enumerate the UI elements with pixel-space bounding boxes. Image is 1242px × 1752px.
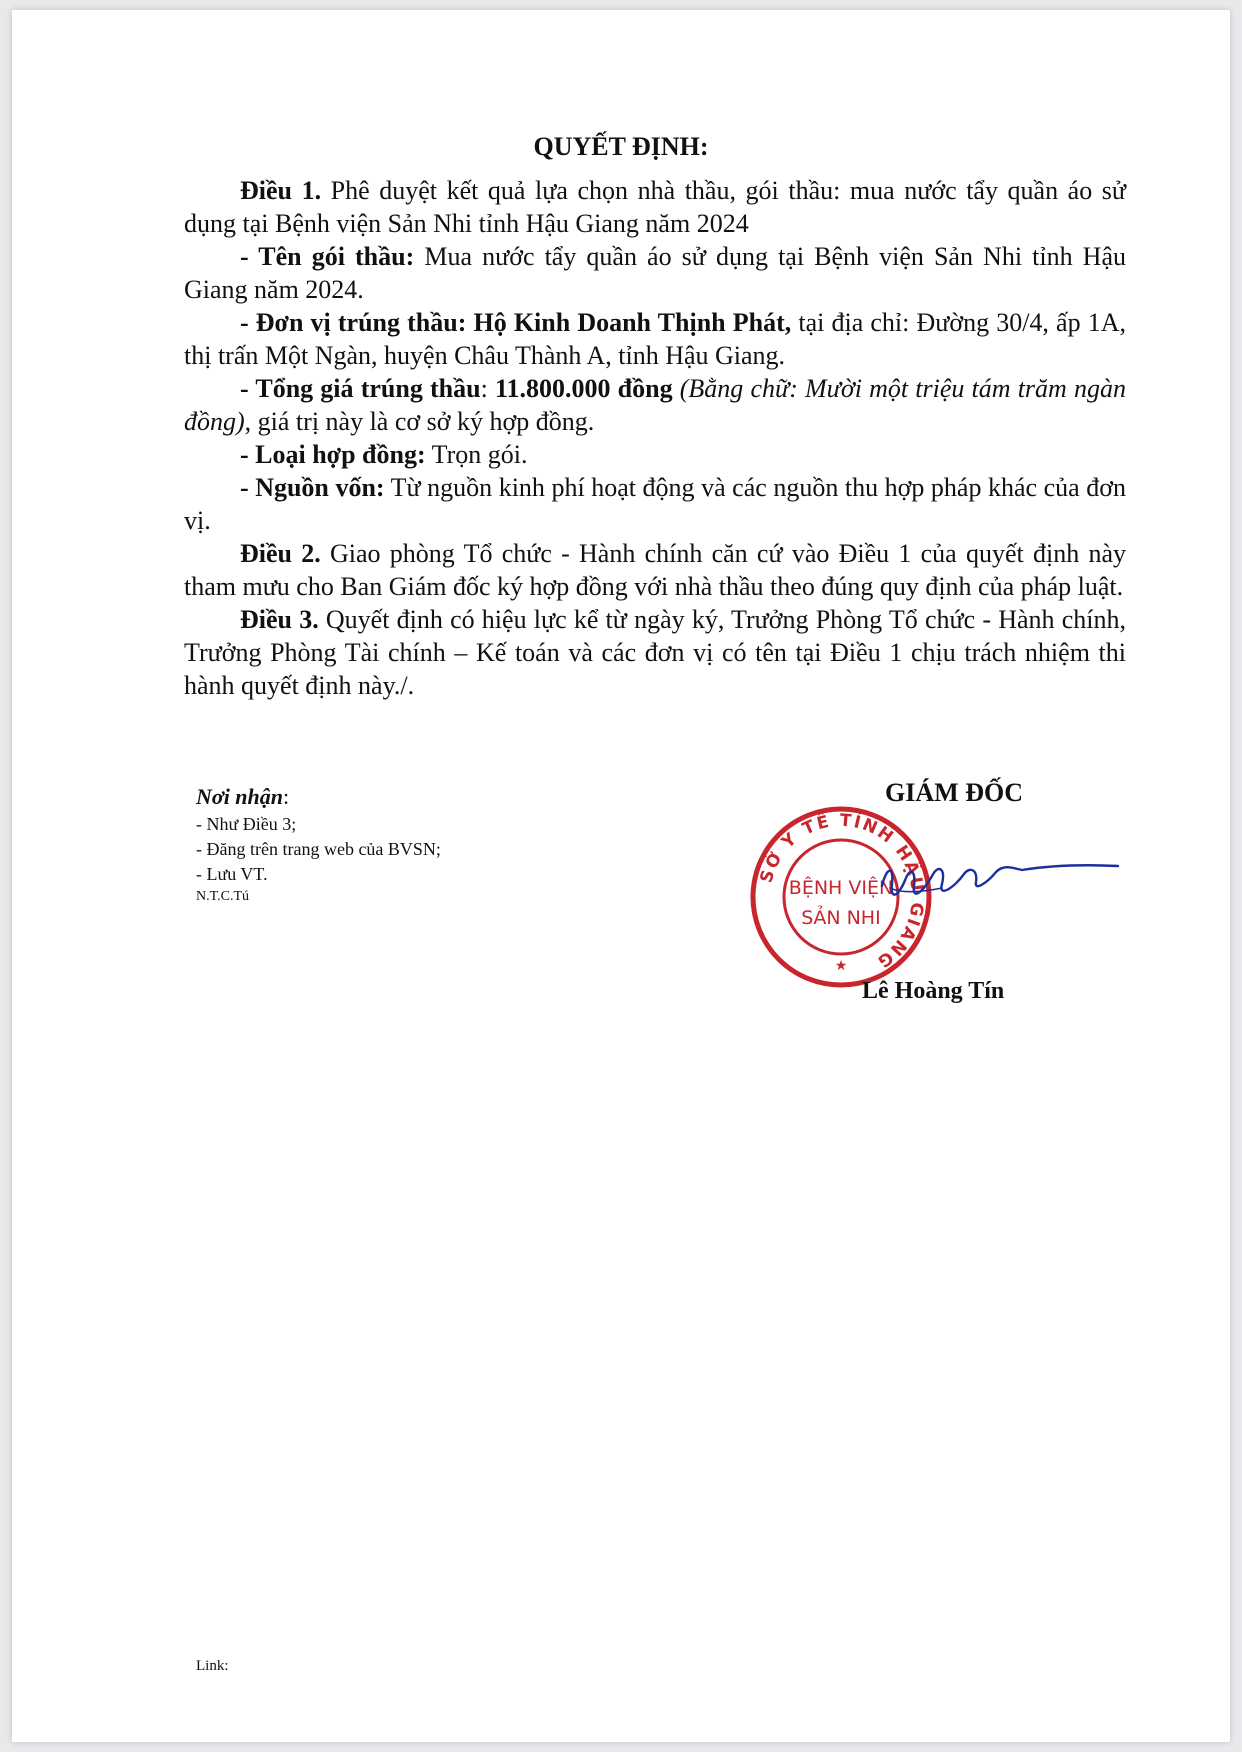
article-1-text: Phê duyệt kết quả lựa chọn nhà thầu, gói thầu: mua nước tẩy quần áo sử dụng tại Bệnh viện Sản Nhi tỉnh Hậu Giang năm 2024 bbox=[184, 176, 1126, 238]
recipient-item: - Đăng trên trang web của BVSN; bbox=[196, 839, 441, 859]
signature-stroke bbox=[890, 888, 942, 892]
package-name-label: - Tên gói thầu: bbox=[240, 242, 415, 271]
article-2-text: Giao phòng Tổ chức - Hành chính căn cứ vào Điều 1 của quyết định này tham mưu cho Ban Giám đốc ký hợp đồng với nhà thầu theo đúng quy định của pháp luật. bbox=[184, 539, 1126, 601]
winner-line bbox=[184, 306, 1126, 372]
price-value: 11.800.000 đồng bbox=[494, 374, 673, 403]
funding-line bbox=[184, 471, 1126, 537]
price-in-words: (Bằng chữ: Mười một triệu tám trăm ngàn đồng) bbox=[184, 374, 1126, 436]
winner-address: tại địa chỉ: Đường 30/4, ấp 1A, thị trấn Một Ngàn, huyện Châu Thành A, tỉnh Hậu Giang. bbox=[184, 308, 1126, 370]
price-line bbox=[184, 372, 1126, 438]
drafter-initials: N.T.C.Tú bbox=[196, 889, 250, 904]
recipients-heading bbox=[196, 782, 441, 812]
document-page bbox=[12, 10, 1230, 1742]
director-title: GIÁM ĐỐC bbox=[885, 778, 1023, 807]
decision-body bbox=[184, 174, 1126, 702]
price-colon: : bbox=[480, 374, 495, 403]
price-label: - Tổng giá trúng thầu bbox=[240, 374, 481, 403]
seal-star: ★ bbox=[834, 958, 848, 974]
article-2-label: Điều 2. bbox=[240, 539, 321, 568]
price-note: , giá trị này là cơ sở ký hợp đồng. bbox=[244, 407, 595, 436]
contract-type-line bbox=[184, 438, 1126, 471]
seal-line-1: BỆNH VIỆN bbox=[788, 877, 894, 899]
recipient-item: - Như Điều 3; bbox=[196, 814, 297, 834]
article-1-label: Điều 1. bbox=[240, 176, 322, 205]
link-label: Link: bbox=[196, 1658, 229, 1674]
recipients-block bbox=[196, 782, 441, 907]
article-3-text: Quyết định có hiệu lực kể từ ngày ký, Trưởng Phòng Tổ chức - Hành chính, Trưởng Phòng Tài chính – Kế toán và các đơn vị có tên tại Điều 1 chịu trách nhiệm thi hành quyết định này./. bbox=[184, 605, 1126, 700]
contract-type-value: Trọn gói. bbox=[425, 440, 528, 469]
seal-line-2: SẢN NHI bbox=[801, 907, 881, 929]
article-3 bbox=[184, 603, 1126, 702]
article-3-label: Điều 3. bbox=[240, 605, 319, 634]
director-name: Lê Hoàng Tín bbox=[862, 978, 1005, 1004]
handwritten-signature bbox=[872, 848, 1122, 928]
signature-graphic bbox=[872, 848, 1122, 928]
winner-label: - Đơn vị trúng thầu: bbox=[240, 308, 467, 337]
seal-ring-text: SỞ Y TẾ TỈNH HẬU GIANG bbox=[756, 810, 928, 973]
article-1 bbox=[184, 174, 1126, 240]
package-name-line bbox=[184, 240, 1126, 306]
decision-heading: QUYẾT ĐỊNH: bbox=[533, 132, 709, 161]
article-2 bbox=[184, 537, 1126, 603]
funding-value: Từ nguồn kinh phí hoạt động và các nguồn thu hợp pháp khác của đơn vị. bbox=[184, 473, 1126, 535]
recipient-item: - Lưu VT. bbox=[196, 864, 268, 884]
recipients-heading-colon: : bbox=[283, 784, 290, 809]
signature-stroke bbox=[882, 865, 1118, 894]
contract-type-label: - Loại hợp đồng: bbox=[240, 440, 426, 469]
winner-name: Hộ Kinh Doanh Thịnh Phát, bbox=[466, 308, 792, 337]
package-name-value: Mua nước tẩy quần áo sử dụng tại Bệnh viện Sản Nhi tỉnh Hậu Giang năm 2024. bbox=[184, 242, 1126, 304]
recipients-heading-text: Nơi nhận bbox=[196, 784, 284, 809]
funding-label: - Nguồn vốn: bbox=[240, 473, 385, 502]
